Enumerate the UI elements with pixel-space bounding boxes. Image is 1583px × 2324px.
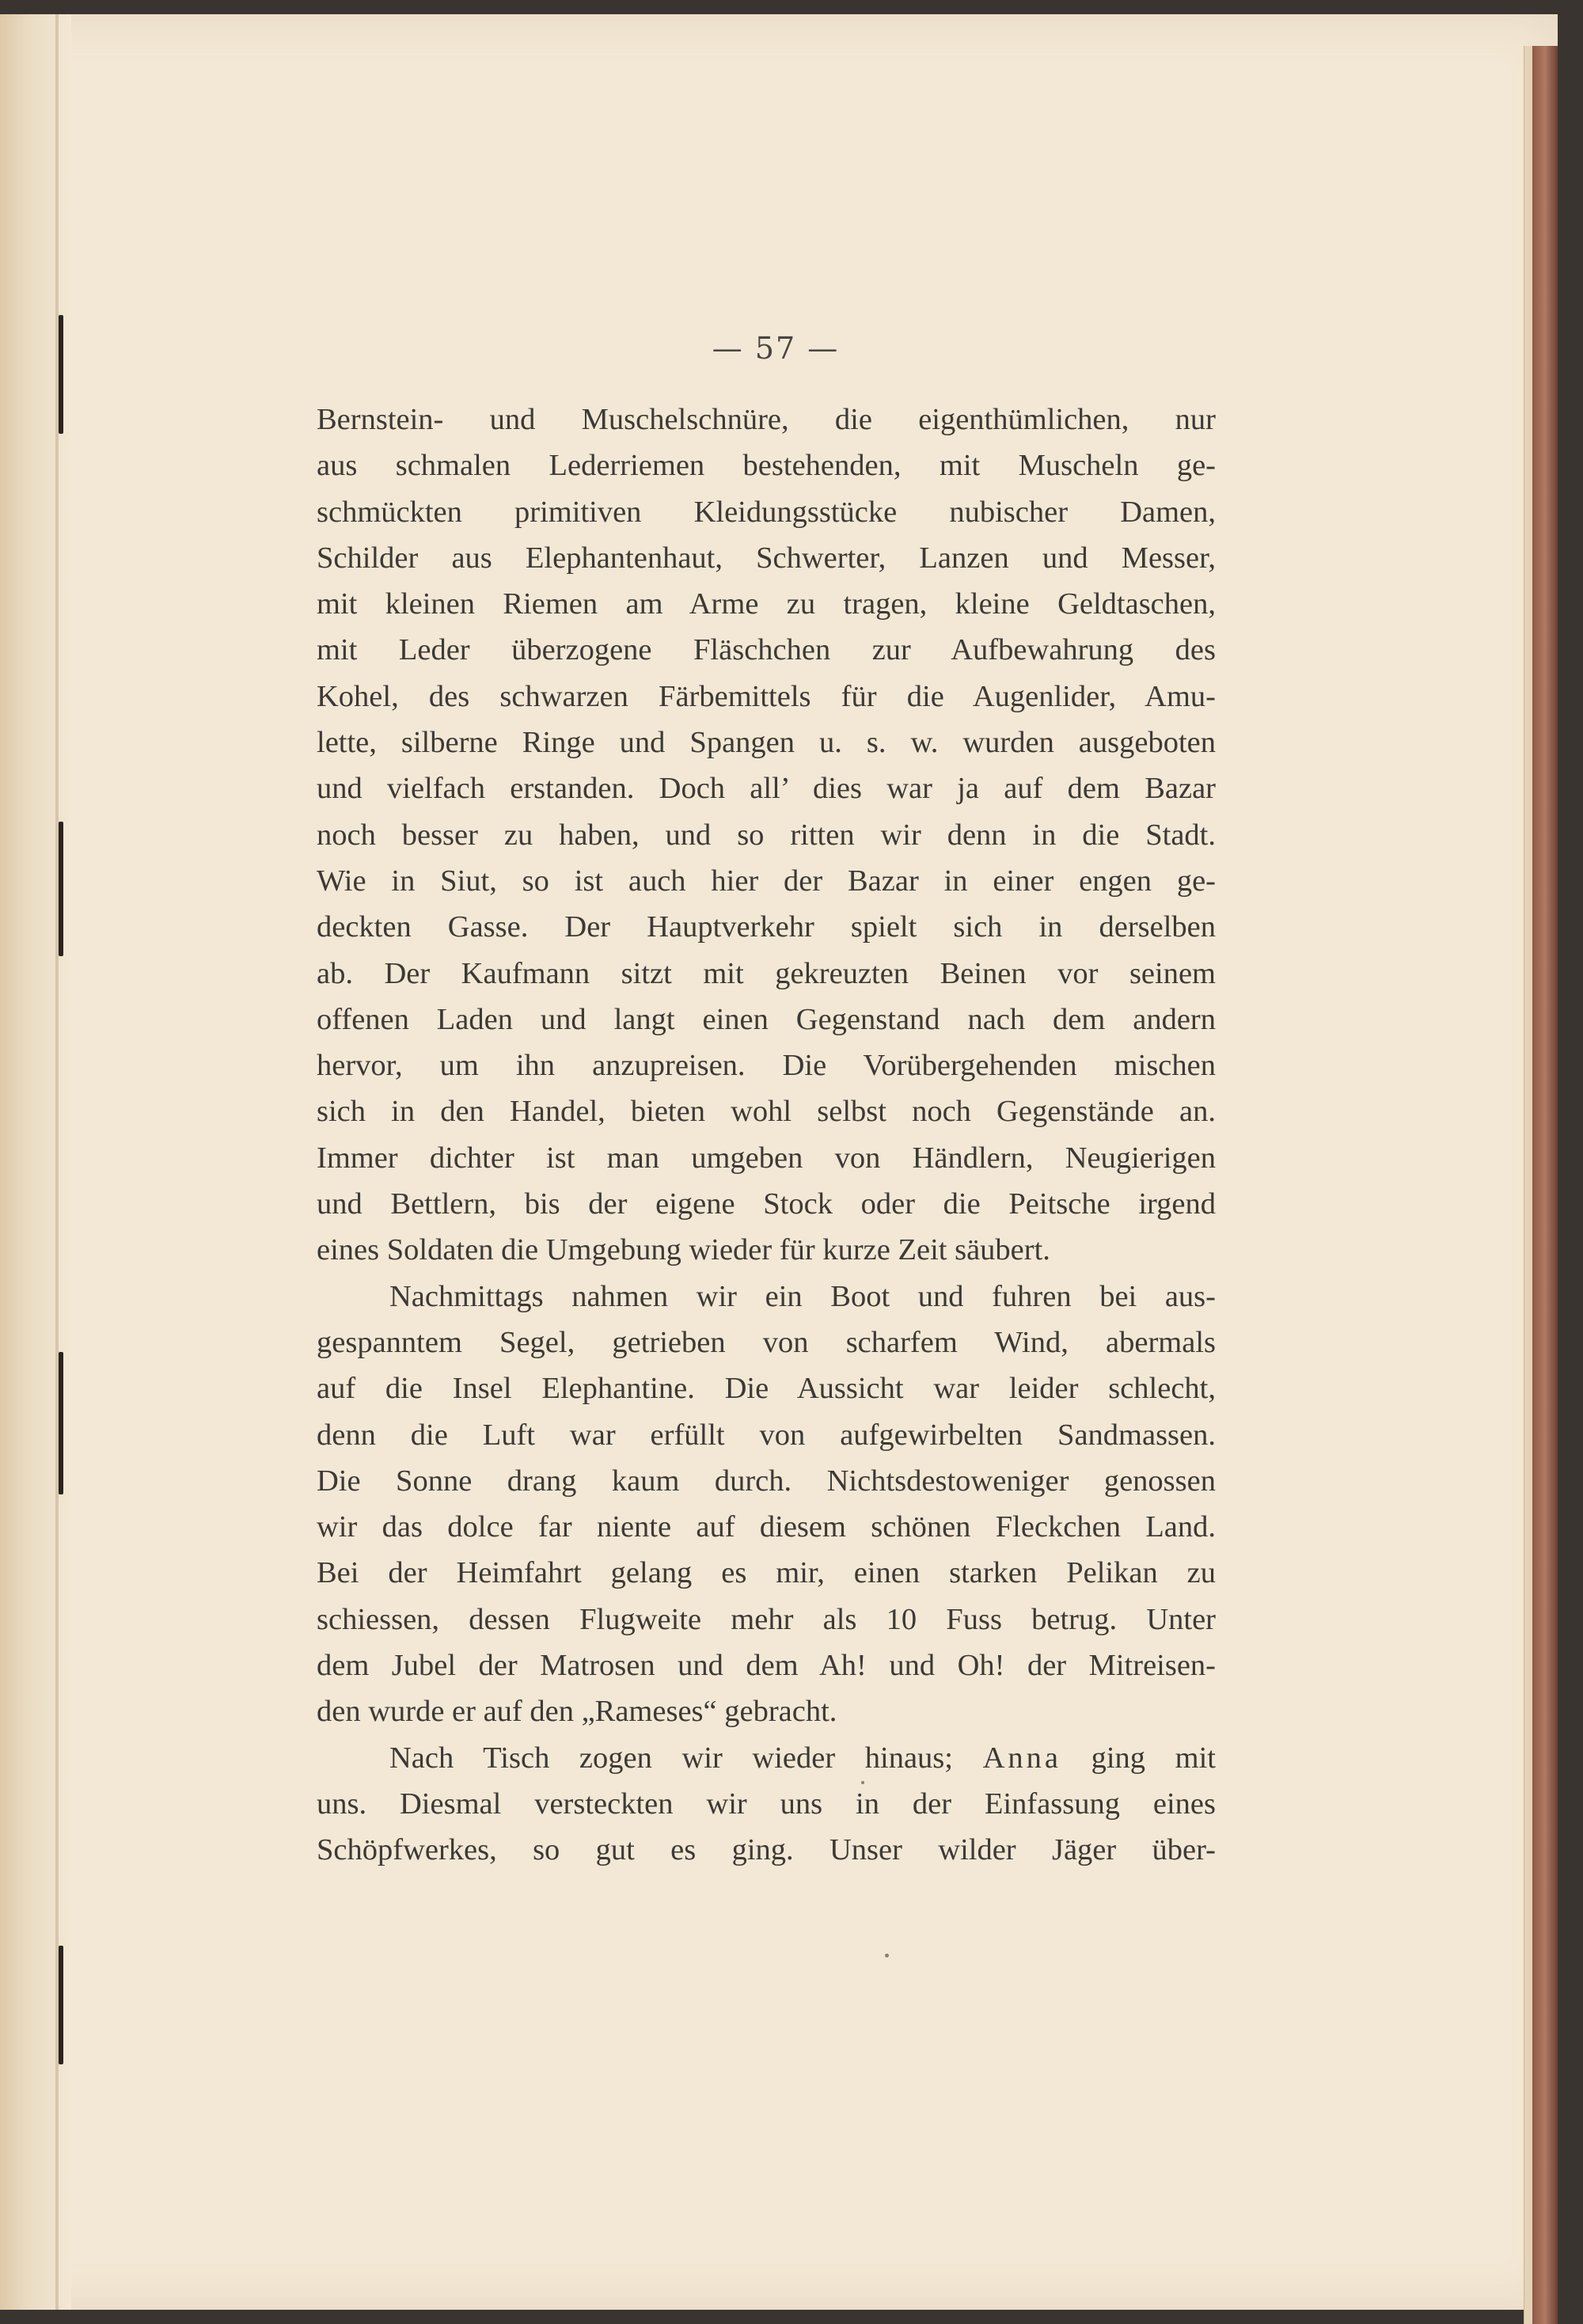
text-line: den wurde er auf den „Rameses“ gebracht. <box>317 1695 837 1729</box>
paper-speck <box>885 1954 889 1958</box>
binding-thread-mark <box>59 1352 63 1494</box>
text-line: schmückten primitiven Kleidungsstücke nubischer Damen, <box>317 495 1216 529</box>
text-line: Bei der Heimfahrt gelang es mir, einen starken Pelikan zu <box>317 1556 1216 1590</box>
text-line: Schilder aus Elephantenhaut, Schwerter, Lanzen und Messer, <box>317 541 1216 575</box>
text-line: aus schmalen Lederriemen bestehenden, mit Muscheln ge- <box>317 449 1216 483</box>
text-line: sich in den Handel, bieten wohl selbst noch Gegenstände an. <box>317 1095 1216 1129</box>
text-line: mit Leder überzogene Fläschchen zur Aufbewahrung des <box>317 633 1216 667</box>
emphasized-name: Anna <box>982 1741 1061 1775</box>
text-line: ab. Der Kaufmann sitzt mit gekreuzten Beinen vor seinem <box>317 956 1216 990</box>
text-line: Nachmittags nahmen wir ein Boot und fuhren bei aus- <box>389 1279 1216 1313</box>
text-line: dem Jubel der Matrosen und dem Ah! und Oh! der Mitreisen- <box>317 1649 1216 1683</box>
paragraph-3 <box>317 1735 1216 1874</box>
text-line: Schöpfwerkes, so gut es ging. Unser wilder Jäger über- <box>317 1833 1216 1867</box>
text-line: schiessen, dessen Flugweite mehr als 10 Fuss betrug. Unter <box>317 1602 1216 1636</box>
text-line: hervor, um ihn anzupreisen. Die Vorübergehenden mischen <box>317 1049 1216 1083</box>
text-line: und vielfach erstanden. Doch all’ dies war ja auf dem Bazar <box>317 772 1216 806</box>
book-cover-edge <box>1532 46 1558 2324</box>
text-line: eines Soldaten die Umgebung wieder für kurze Zeit säubert. <box>317 1233 1050 1267</box>
text-line: Bernstein- und Muschelschnüre, die eigenthümlichen, nur <box>317 403 1216 436</box>
text-line: gespanntem Segel, getrieben von scharfem Wind, abermals <box>317 1325 1216 1359</box>
book-page <box>0 14 1558 2310</box>
text-line: noch besser zu haben, und so ritten wir denn in die Stadt. <box>317 818 1216 852</box>
text-line: deckten Gasse. Der Hauptverkehr spielt sich in derselben <box>317 910 1216 944</box>
text-line: wir das dolce far niente auf diesem schönen Fleckchen Land. <box>317 1510 1216 1544</box>
text-fragment: ging mit <box>1061 1741 1216 1775</box>
page-edge <box>1524 46 1532 2324</box>
paper-speck <box>861 1781 864 1784</box>
text-line: mit kleinen Riemen am Arme zu tragen, kleine Geldtaschen, <box>317 587 1216 621</box>
paragraph-2 <box>317 1274 1216 1735</box>
paragraph-1 <box>317 397 1216 1274</box>
text-line: offenen Laden und langt einen Gegenstand nach dem andern <box>317 1002 1216 1036</box>
text-line: Kohel, des schwarzen Färbemittels für die Augenlider, Amu- <box>317 679 1216 713</box>
text-line <box>317 1735 1216 1781</box>
text-line: denn die Luft war erfüllt von aufgewirbelten Sandmassen. <box>317 1418 1216 1452</box>
body-text <box>317 397 1216 1874</box>
text-line: und Bettlern, bis der eigene Stock oder die Peitsche irgend <box>317 1187 1216 1221</box>
binding-thread-mark <box>59 1946 63 2064</box>
text-line: auf die Insel Elephantine. Die Aussicht war leider schlecht, <box>317 1372 1216 1406</box>
text-line: Immer dichter ist man umgeben von Händlern, Neugierigen <box>317 1141 1216 1175</box>
text-line: Die Sonne drang kaum durch. Nichtsdestoweniger genossen <box>317 1464 1216 1498</box>
text-line: lette, silberne Ringe und Spangen u. s. w. wurden ausgeboten <box>317 726 1216 760</box>
page-number: — 57 — <box>712 331 840 366</box>
binding-thread-mark <box>59 822 63 956</box>
text-fragment: Nach Tisch zogen wir wieder hinaus; <box>389 1741 983 1775</box>
text-line: uns. Diesmal versteckten wir uns in der Einfassung eines <box>317 1787 1216 1821</box>
text-line: Wie in Siut, so ist auch hier der Bazar in einer engen ge- <box>317 864 1216 898</box>
